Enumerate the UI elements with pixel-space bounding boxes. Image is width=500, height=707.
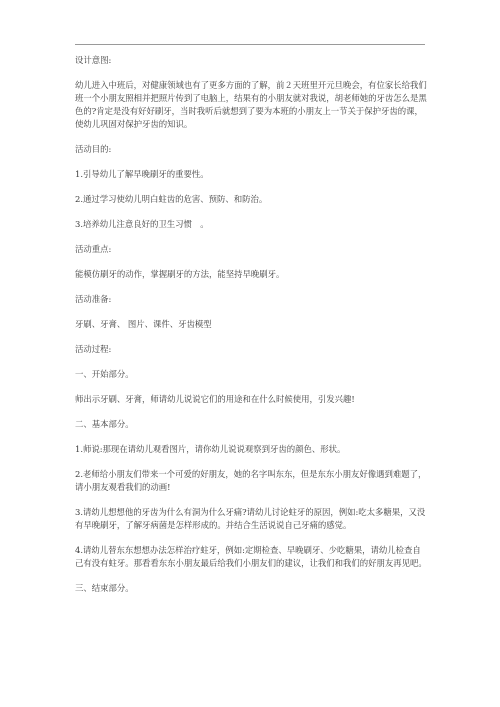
prep-heading: 活动准备: <box>75 294 112 304</box>
step-1: 1.师说:那现在请幼儿观看图片，请你幼儿说说观察到牙齿的颜色、形状。 <box>75 444 346 454</box>
part1-title: 一、开始部分。 <box>75 369 134 379</box>
design-heading: 设计意图: <box>75 55 112 65</box>
lesson-plan-body <box>75 54 427 595</box>
header-rule <box>75 44 425 45</box>
goal-item-1: 1.引导幼儿了解早晚刷牙的重要性。 <box>75 169 209 179</box>
design-paragraph: 幼儿进入中班后，对健康领域也有了更多方面的了解，前２天班里开元旦晚会，有位家长给我们班一个小朋友照相并把照片传到了电脑上，结果有的小朋友就对我说，胡老师她的牙齿怎么是黑色的?肯定是没有好好刷牙，当时我听后就想到了要为本班的小朋友上一节关于保护牙齿的课，使幼儿巩固对保护牙齿的知识。 <box>75 80 427 129</box>
goal-item-3: 3.培养幼儿注意良好的卫生习惯 。 <box>75 219 209 229</box>
goal-item-2: 2.通过学习使幼儿明白蛀齿的危害、预防、和防治。 <box>75 194 268 204</box>
part3-title: 三、结束部分。 <box>75 583 134 593</box>
step-2: 2.老师给小朋友们带来一个可爱的好朋友，她的名字叫东东，但是东东小朋友好像遇到难题了，请小朋友观看我们的动画! <box>75 469 427 492</box>
process-heading: 活动过程: <box>75 344 112 354</box>
focus-heading: 活动重点: <box>75 244 112 254</box>
part2-title: 二、基本部分。 <box>75 419 134 429</box>
part1-paragraph: 师出示牙刷、牙膏，师请幼儿说说它们的用途和在什么时候使用，引发兴趣! <box>75 394 355 404</box>
step-4: 4.请幼儿替东东想想办法怎样治疗蛀牙，例如:定期检查、早晚刷牙、少吃糖果，请幼儿检查自己有没有蛀牙。那看看东东小朋友最后给我们小朋友们的建议，让我们和我们的好朋友再见吧。 <box>75 545 427 568</box>
goal-heading: 活动目的: <box>75 144 112 154</box>
prep-paragraph: 牙刷、牙膏、 图片、课件、牙齿模型 <box>75 319 212 329</box>
step-3: 3.请幼儿想想他的牙齿为什么有洞为什么牙痛?请幼儿讨论蛀牙的原因，例如:吃太多糖果，又没有早晚刷牙，了解牙病菌是怎样形成的。并结合生活说说自己牙痛的感觉。 <box>75 507 426 530</box>
focus-paragraph: 能模仿刷牙的动作，掌握刷牙的方法，能坚持早晚刷牙。 <box>75 269 285 279</box>
